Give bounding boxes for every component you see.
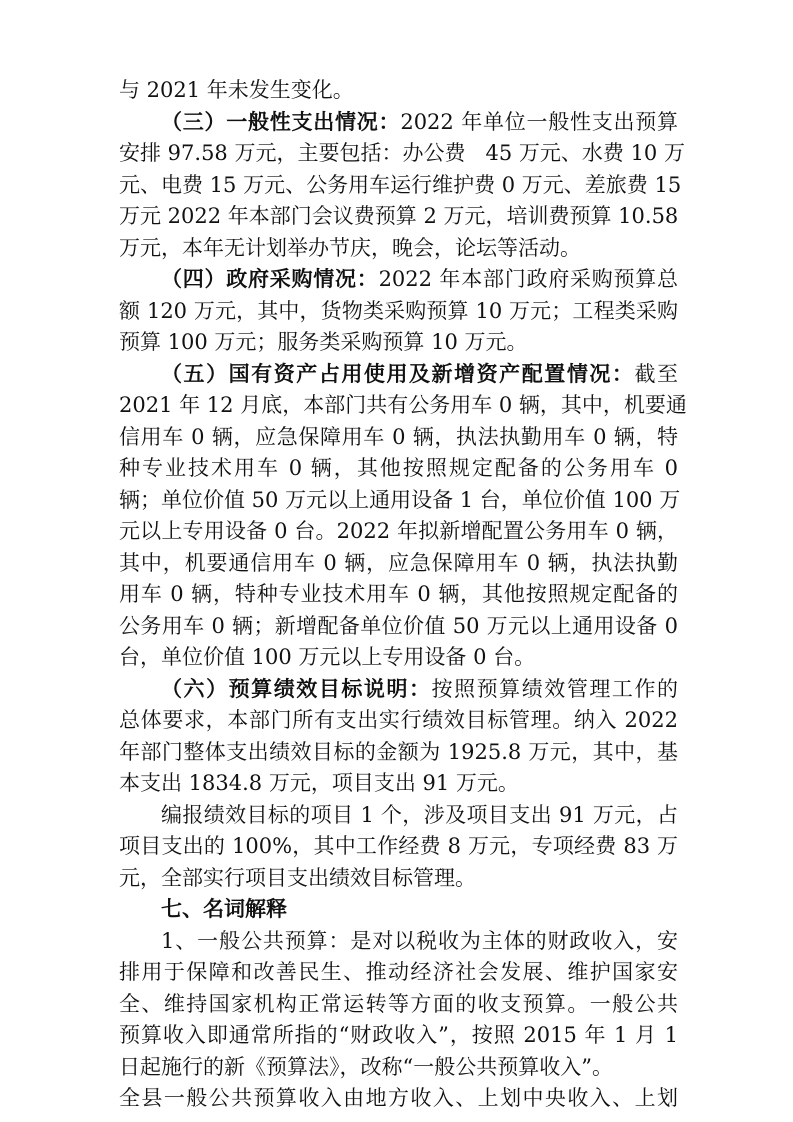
text-line <box>0 485 793 515</box>
line-text: 万元 2022 年本部门会议费预算 2 万元，培训费预算 10.58 <box>119 204 679 228</box>
text-line <box>0 75 793 105</box>
text-line <box>0 170 793 200</box>
text-line <box>0 674 793 704</box>
line-text: 安排 97.58 万元，主要包括：办公费 45 万元、水费 10 万 <box>119 141 685 165</box>
line-text: 2022 年单位一般性支出预算 <box>400 109 679 134</box>
line-text: 编报绩效目标的项目 1 个，涉及项目支出 91 万元，占 <box>161 802 678 827</box>
line-text: 1、一般公共预算：是对以税收为主体的财政收入，安 <box>161 928 678 953</box>
text-line <box>0 800 793 830</box>
line-text: 项目支出的 100%，其中工作经费 8 万元，专项经费 83 万 <box>119 834 678 858</box>
line-text: 元、电费 15 万元、公务用车运行维护费 0 万元、差旅费 15 <box>119 172 682 197</box>
line-text: 元，全部实行项目支出绩效目标管理。 <box>119 865 476 890</box>
text-line <box>0 989 793 1019</box>
text-line <box>0 831 793 861</box>
line-text: 信用车 0 辆，应急保障用车 0 辆，执法执勤用车 0 辆，特 <box>119 424 678 449</box>
text-line <box>0 422 793 452</box>
text-line <box>0 1052 793 1082</box>
text-line <box>0 611 793 641</box>
line-text: 全县一般公共预算收入由地方收入、上划中央收入、上划 <box>119 1086 678 1110</box>
text-line <box>0 264 793 294</box>
line-text: 2021 年 12 月底，本部门共有公务用车 0 辆，其中，机要通 <box>119 393 687 417</box>
text-line <box>0 705 793 735</box>
line-text: 元以上专用设备 0 台。2022 年拟新增配置公务用车 0 辆， <box>119 519 678 543</box>
line-text: 台，单位价值 100 万元以上专用设备 0 台。 <box>119 645 536 669</box>
text-line <box>0 296 793 326</box>
section-heading: （六）预算绩效目标说明： <box>161 676 432 701</box>
text-line <box>0 926 793 956</box>
line-text: 辆；单位价值 50 万元以上通用设备 1 台，单位价值 100 万 <box>119 487 681 512</box>
text-line <box>0 642 793 672</box>
line-text: 2022 年本部门政府采购预算总 <box>378 267 678 291</box>
line-text: 与 2021 年未发生变化。 <box>119 78 354 102</box>
line-text: 总体要求，本部门所有支出实行绩效目标管理。纳入 2022 <box>119 708 678 732</box>
text-line <box>0 359 793 389</box>
section-heading: （四）政府采购情况： <box>161 267 379 291</box>
line-text: 额 120 万元，其中，货物类采购预算 10 万元；工程类采购 <box>119 298 678 323</box>
text-line <box>0 1020 793 1050</box>
line-text: 公务用车 0 辆；新增配备单位价值 50 万元以上通用设备 0 <box>119 613 678 638</box>
text-line <box>0 894 793 924</box>
text-line <box>0 863 793 893</box>
line-text: 万元，本年无计划举办节庆，晚会，论坛等活动。 <box>119 235 581 260</box>
text-line <box>0 327 793 357</box>
text-line <box>0 957 793 987</box>
line-text: 日起施行的新《预算法》，改称“一般公共预算收入”。 <box>119 1054 613 1079</box>
text-line <box>0 516 793 546</box>
section-heading: 七、名词解释 <box>161 897 287 921</box>
text-line <box>0 453 793 483</box>
text-line <box>0 768 793 798</box>
line-text: 截至 <box>634 361 678 386</box>
line-text: 预算收入即通常所指的“财政收入”，按照 2015 年 1 月 1 <box>119 1023 678 1047</box>
text-line <box>0 579 793 609</box>
text-line <box>0 1083 793 1113</box>
line-text: 本支出 1834.8 万元，项目支出 91 万元。 <box>119 771 519 795</box>
section-heading: （三）一般性支出情况： <box>161 109 401 134</box>
line-text: 其中，机要通信用车 0 辆，应急保障用车 0 辆，执法执勤 <box>119 550 678 575</box>
line-text: 年部门整体支出绩效目标的金额为 1925.8 万元，其中，基 <box>119 739 678 764</box>
text-line <box>0 107 793 137</box>
line-text: 预算 100 万元；服务类采购预算 10 万元。 <box>119 330 528 354</box>
text-line <box>0 737 793 767</box>
line-text: 种专业技术用车 0 辆，其他按照规定配备的公务用车 0 <box>119 456 678 480</box>
line-text: 按照预算绩效管理工作的 <box>431 676 679 701</box>
text-line <box>0 201 793 231</box>
line-text: 用车 0 辆，特种专业技术用车 0 辆，其他按照规定配备的 <box>119 582 678 606</box>
text-line <box>0 233 793 263</box>
line-text: 全、维持国家机构正常运转等方面的收支预算。一般公共 <box>119 991 678 1016</box>
text-line <box>0 548 793 578</box>
line-text: 排用于保障和改善民生、推动经济社会发展、维护国家安 <box>119 960 678 984</box>
text-line <box>0 138 793 168</box>
text-line <box>0 390 793 420</box>
section-heading: （五）国有资产占用使用及新增资产配置情况： <box>161 361 635 386</box>
